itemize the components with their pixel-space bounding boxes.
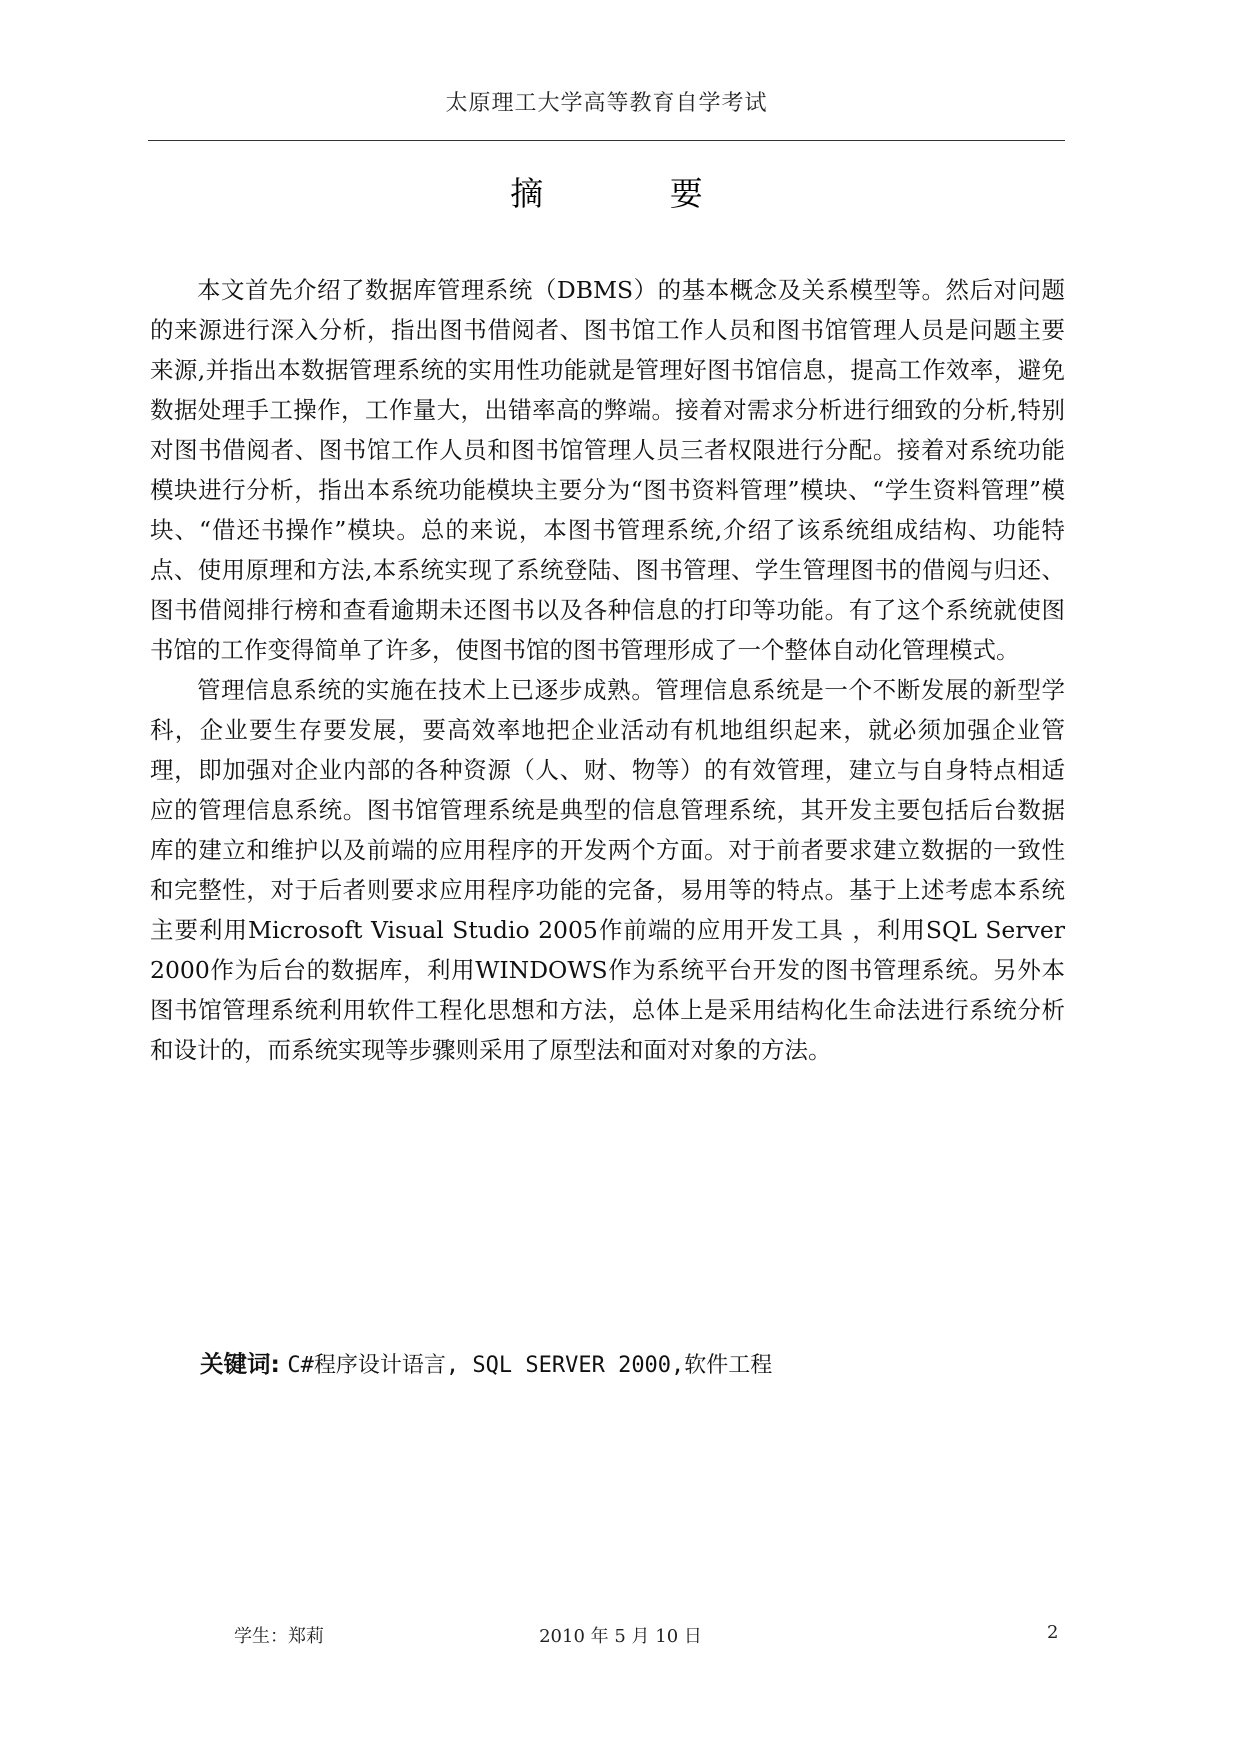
keywords-values: C#程序设计语言, SQL SERVER 2000,软件工程 [287, 1353, 773, 1378]
footer-student: 学生：郑莉 [234, 1626, 324, 1647]
page-header-title: 太原理工大学高等教育自学考试 [445, 91, 768, 116]
footer-date: 2010 年 5 月 10 日 [539, 1626, 702, 1647]
footer-page-number: 2 [1047, 1622, 1059, 1643]
abstract-paragraph-2: 管理信息系统的实施在技术上已逐步成熟。管理信息系统是一个不断发展的新型学科，企业要生存要发展，要高效率地把企业活动有机地组织起来，就必须加强企业管理，即加强对企业内部的各种资源（人、财、物等）的有效管理，建立与自身特点相适应的管理信息系统。图书馆管理系统是典型的信息管理系统，其开发主要包括后台数据库的建立和维护以及前端的应用程序的开发两个方面。对于前者要求建立数据的一致性和完整性，对于后者则要求应用程序功能的完备，易用等的特点。基于上述考虑本系统主要利用Microsoft Visual Studio 2005作前端的应用开发工具 ，利用SQL Server 2000作为后台的数据库，利用WINDOWS作为系统平台开发的图书管理系统。另外本图书馆管理系统利用软件工程化思想和方法，总体上是采用结构化生命法进行系统分析和设计的，而系统实现等步骤则采用了原型法和面对对象的方法。 [150, 676, 1065, 1064]
keywords-line [200, 1344, 772, 1386]
abstract-body [150, 270, 1065, 1070]
keywords-label: 关键词: [200, 1350, 280, 1378]
abstract-paragraph-1: 本文首先介绍了数据库管理系统（DBMS）的基本概念及关系模型等。然后对问题的来源进行深入分析，指出图书借阅者、图书馆工作人员和图书馆管理人员是问题主要来源,并指出本数据管理系统的实用性功能就是管理好图书馆信息，提高工作效率，避免数据处理手工操作，工作量大，出错率高的弊端。接着对需求分析进行细致的分析,特别对图书借阅者、图书馆工作人员和图书馆管理人员三者权限进行分配。接着对系统功能模块进行分析，指出本系统功能模块主要分为“图书资料管理”模块、“学生资料管理”模块、“借还书操作”模块。总的来说，本图书管理系统,介绍了该系统组成结构、功能特点、使用原理和方法,本系统实现了系统登陆、图书管理、学生管理图书的借阅与归还、图书借阅排行榜和查看逾期未还图书以及各种信息的打印等功能。有了这个系统就使图书馆的工作变得简单了许多，使图书馆的图书管理形成了一个整体自动化管理模式。 [150, 276, 1065, 664]
header-divider [148, 140, 1065, 141]
abstract-heading: 摘 要 [510, 174, 761, 213]
